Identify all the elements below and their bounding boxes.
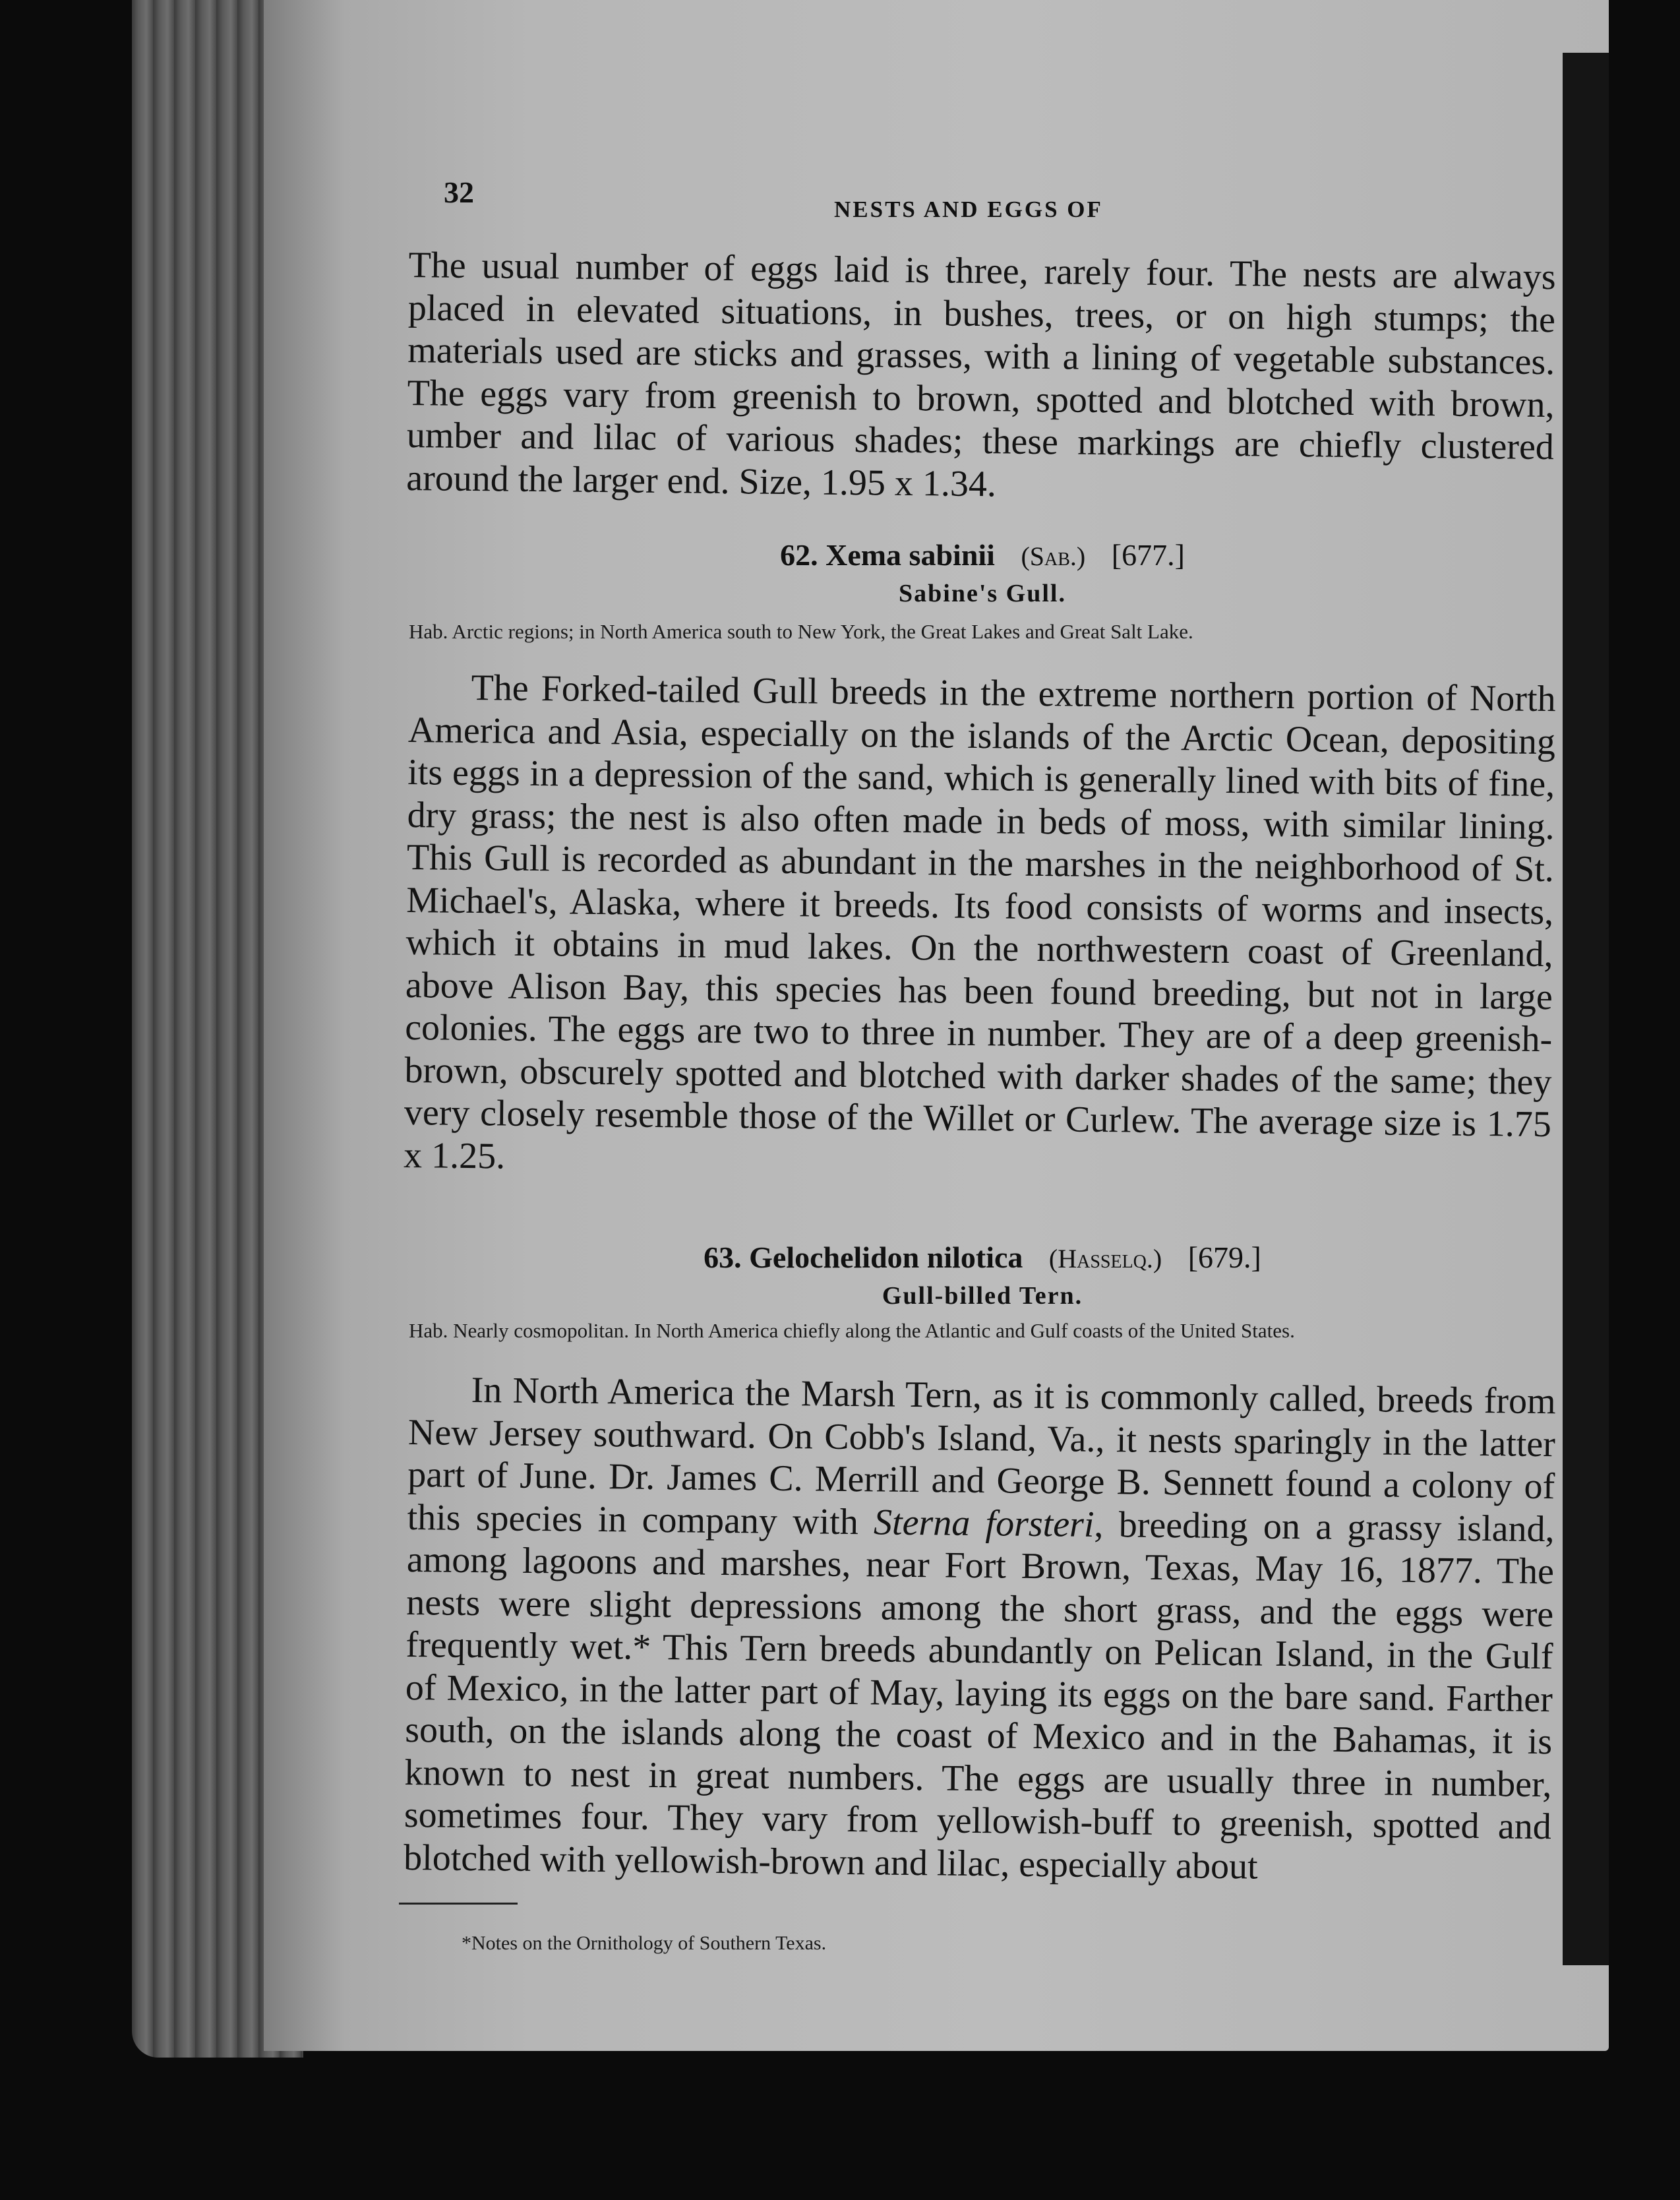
species-62-number: 62. — [780, 538, 818, 572]
species-62-body: The Forked-tailed Gull breeds in the extreme northern portion of North America and Asia, especially on the islands of the Arctic Ocean, depositing its eggs in a depression of the sand, which is generally lined with bits of fine, dry grass; the nest is also often made in beds of moss, with similar lining. This Gull is recorded as abundant in the marshes in the neighborhood of St. Michael's, Alaska, where it breeds. Its food consists of worms and insects, which it obtains in mud lakes. On the northwestern coast of Greenland, above Alison Bay, this species has been found breeding, but not in large colonies. The eggs are two to three in number. They are of a deep greenish-brown, obscurely spotted and blotched with darker shades of the same; they very closely resemble those of the Willet or Curlew. The average size is 1.75 x 1.25. — [403, 667, 1556, 1177]
running-head: NESTS AND EGGS OF — [834, 197, 1103, 222]
species-62-common-name: Sabine's Gull. — [899, 580, 1066, 607]
species-62-scientific-name: Xema sabinii — [825, 538, 995, 572]
species-62-heading — [409, 537, 1556, 608]
species-62-body-block — [403, 666, 1556, 1177]
intro-paragraph: The usual number of eggs laid is three, rarely four. The nests are always placed in elevated situations, in bushes, trees, or on high stumps; the materials used are sticks and grasses, with a lining of vegetable substances. The eggs vary from greenish to brown, spotted and blotched with brown, umber and lilac of various shades; these markings are chiefly clustered around the larger end. Size, 1.95 x 1.34. — [405, 244, 1556, 504]
species-62-title — [409, 537, 1556, 572]
species-62-authority: (Sab.) — [1021, 541, 1086, 571]
species-63-code: [679.] — [1187, 1240, 1261, 1274]
page-number: 32 — [444, 175, 474, 209]
species-63-common-name: Gull-billed Tern. — [882, 1282, 1083, 1310]
species-63-title — [409, 1240, 1556, 1275]
species-63-body-italic: Sterna forsteri — [873, 1501, 1095, 1545]
footnote-rule — [399, 1903, 518, 1905]
species-63-number: 63. — [704, 1240, 742, 1274]
species-63-habitat: Hab. Nearly cosmopolitan. In North America chiefly along the Atlantic and Gulf coasts of the United States. — [409, 1319, 1295, 1342]
species-63-heading — [409, 1240, 1556, 1310]
species-63-body — [404, 1368, 1556, 1891]
species-63-body-block — [403, 1368, 1556, 1887]
intro-paragraph-block — [405, 244, 1556, 504]
species-62-code: [677.] — [1111, 538, 1185, 572]
species-63-body-part1: In North America the Marsh Tern, as it is commonly called, breeds from New Jersey southward. On Cobb's Island, Va., it nests sparingly in the latter part of June. Dr. James C. Merrill and George B. Sennett found a colony of this species in company with — [407, 1369, 1556, 1543]
binding-shadow — [1563, 53, 1609, 1965]
species-62-habitat: Hab. Arctic regions; in North America south to New York, the Great Lakes and Great Salt Lake. — [409, 620, 1193, 643]
footnote: *Notes on the Ornithology of Southern Texas. — [462, 1932, 827, 1954]
species-63-habitat-block — [409, 1318, 1556, 1344]
species-63-scientific-name: Gelochelidon nilotica — [749, 1240, 1023, 1274]
species-63-authority: (Hasselq.) — [1048, 1244, 1162, 1273]
species-62-habitat-block — [409, 619, 1556, 645]
species-63-body-part2: , breeding on a grassy island, among lagoons and marshes, near Fort Brown, Texas, May 16, 1877. The nests were slight depressions among the short grass, and the eggs were frequently wet.* This Tern breeds abundantly on Pelican Island, in the Gulf of Mexico, in the latter part of May, laying its eggs on the bare sand. Farther south, on the islands along the coast of Mexico and in the Bahamas, it is known to nest in great numbers. The eggs are usually three in number, sometimes four. They vary from yellowish-buff to greenish, spotted and blotched with yellowish-brown and lilac, especially about — [403, 1504, 1555, 1887]
